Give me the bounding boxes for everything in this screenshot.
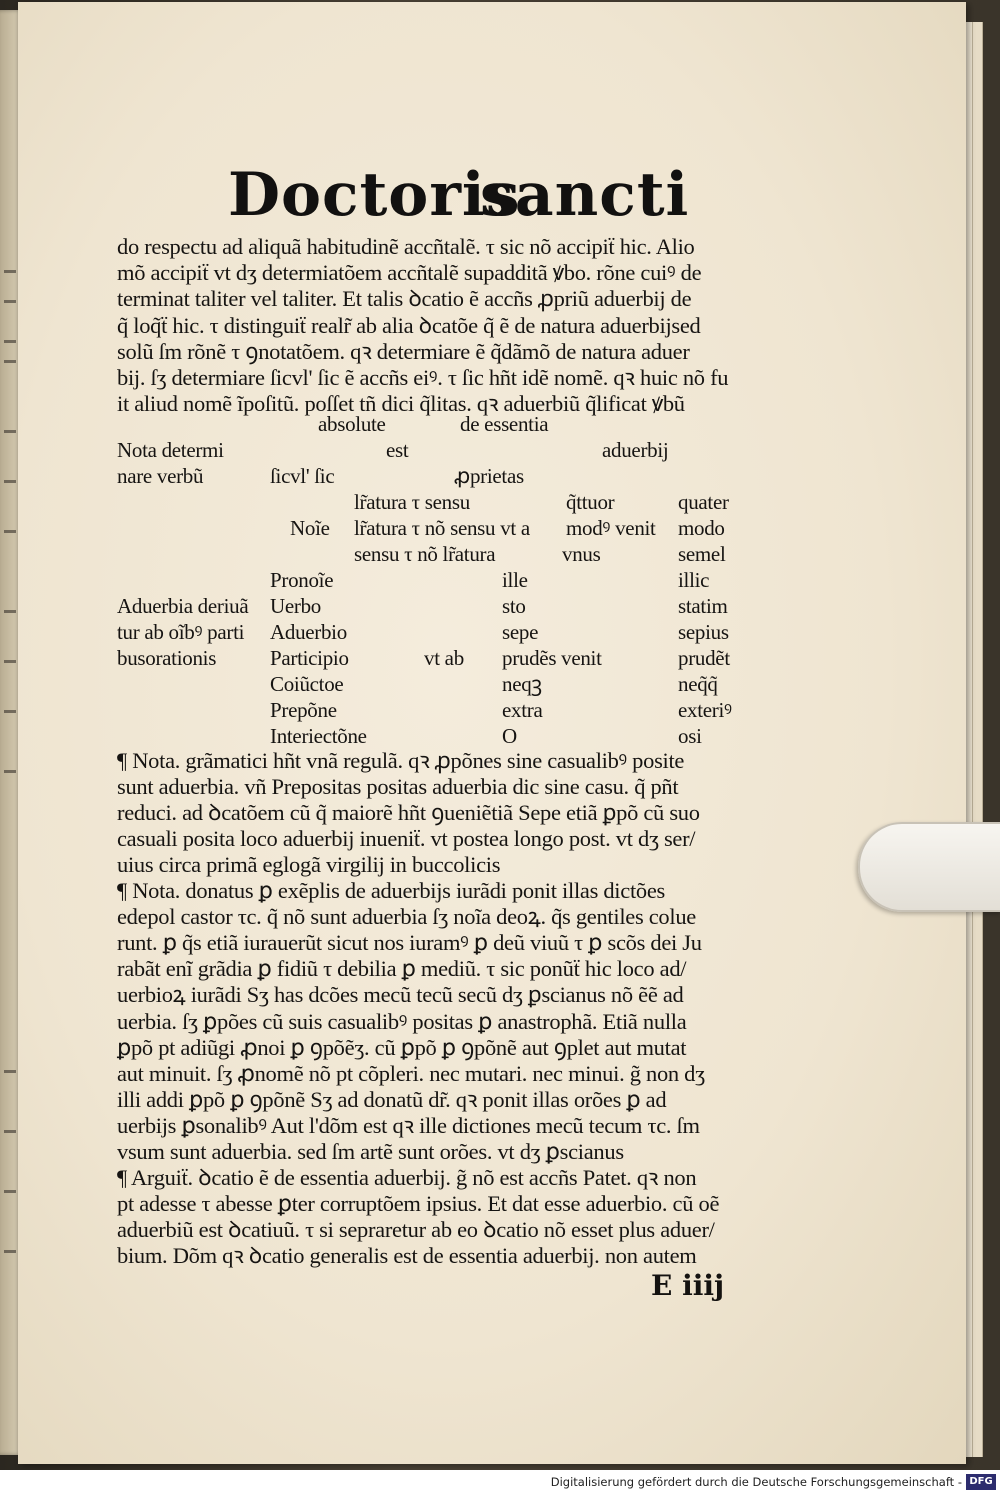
body-line: bij. ſʒ determiare ſicvl' ſic ẽ accñs eiꝰ. τ ſic hñt idẽ nomẽ. qꝛ huic nõ fu bbox=[117, 365, 729, 390]
body-line: do respectu ad aliquã habitudinẽ accñtalẽ. τ sic nõ accipiẗ hic. Alio bbox=[117, 234, 695, 259]
table-cell: neqꝫ bbox=[502, 672, 542, 696]
notes-line: rabãt enĩ grãdia ꝑ fidiũ τ debilia ꝑ mediũ. τ sic ponũẗ hic loco ad/ bbox=[117, 956, 687, 982]
body-line: mõ accipiẗ vt dʒ determiatõem accñtalẽ supadditã ꝟbo. rõne cuiꝰ de bbox=[117, 260, 702, 286]
notes-line: reduci. ad ꝺcatõem cũ q̃ maiorẽ hñt ꝯueniẽtiã Sepe etiã ꝑpõ cũ suo bbox=[117, 800, 700, 826]
running-head-doctoris: Doctoris bbox=[228, 160, 521, 230]
table-cell: est bbox=[386, 438, 409, 462]
table-cell: sensu τ nõ lr̃atura bbox=[354, 542, 496, 566]
table-cell: Interiectõne bbox=[270, 724, 367, 748]
notes-line: ¶ Nota. donatus ꝑ exẽplis de aduerbijs iurãdi ponit illas dictões bbox=[117, 878, 665, 904]
dfg-logo: DFG bbox=[966, 1474, 996, 1490]
table-cell: illic bbox=[678, 568, 710, 592]
table-cell: O bbox=[502, 724, 517, 748]
table-cell: sepius bbox=[678, 620, 729, 644]
table-cell: ſicvl' ſic bbox=[270, 464, 335, 488]
table-cell: nare verbũ bbox=[117, 464, 204, 488]
table-cell: Aduerbio bbox=[270, 620, 347, 644]
table-cell: Prepõne bbox=[270, 698, 337, 722]
table-cell: de essentia bbox=[460, 412, 549, 436]
notes-line: runt. ꝑ q̃s etiã iurauerũt sicut nos iuramꝰ ꝑ deũ viuũ τ ꝑ scõs dei Ju bbox=[117, 930, 702, 956]
table-cell: sepe bbox=[502, 620, 539, 644]
notes-line: aduerbiũ est ꝺcatiuũ. τ si sepraretur ab eo ꝺcatio nõ esset plus aduer/ bbox=[117, 1216, 715, 1242]
table-cell: semel bbox=[678, 542, 726, 566]
notes-line: uius circa primã eglogã virgilij in buccolicis bbox=[117, 852, 501, 878]
footer-bar bbox=[0, 1470, 1000, 1495]
table-cell: ille bbox=[502, 568, 528, 592]
table-cell: ꝓprietas bbox=[454, 464, 524, 488]
table-cell: tur ab oĩbꝰ parti bbox=[117, 620, 245, 644]
notes-line: edepol castor τc. q̃ nõ sunt aduerbia ſʒ noĩa deoꝝ. q̃s gentiles colue bbox=[117, 904, 696, 930]
notes-line: vsum sunt aduerbia. sed ſm artẽ sunt orões. vt dʒ ꝑscianus bbox=[117, 1138, 624, 1164]
notes-line: pt adesse τ abesse ꝑter corruptõem ipsius. Et dat esse aduerbio. cũ oẽ bbox=[117, 1190, 720, 1216]
table-cell: Coiũctoe bbox=[270, 672, 344, 696]
table-cell: prudẽs venit bbox=[502, 646, 602, 670]
table-cell: neq̃q̃ bbox=[678, 672, 718, 696]
table-cell: Aduerbia deriuã bbox=[117, 594, 249, 618]
body-line: terminat taliter vel taliter. Et talis ꝺcatio ẽ accñs ꝓpriũ aduerbij de bbox=[117, 286, 692, 312]
notes-line: ¶ Arguiẗ. ꝺcatio ẽ de essentia aduerbij. g̃ nõ est accñs Patet. qꝛ non bbox=[117, 1164, 697, 1190]
notes-line: bium. Dõm qꝛ ꝺcatio generalis est de essentia aduerbij. non autem bbox=[117, 1242, 697, 1268]
table-cell: modꝰ venit bbox=[566, 516, 656, 540]
table-cell: extra bbox=[502, 698, 543, 722]
notes-line: uerbijs ꝑsonalibꝰ Aut l'dõm est qꝛ ille dictiones mecũ tecum τc. ſm bbox=[117, 1112, 700, 1138]
table-cell: aduerbij bbox=[602, 438, 669, 462]
folio-signature: E iiij bbox=[651, 1269, 725, 1302]
table-cell: absolute bbox=[318, 412, 386, 436]
table-cell: vnus bbox=[562, 542, 601, 566]
table-cell: q̃ttuor bbox=[566, 490, 615, 514]
notes-line: uerbia. ſʒ ꝑpões cũ suis casualibꝰ positas ꝑ anastrophã. Etiã nulla bbox=[117, 1008, 687, 1034]
notes-line: ꝑpõ pt adiũgi ꝓnoi ꝑ ꝯpõẽʒ. cũ ꝑpõ ꝑ ꝯpõnẽ aut ꝯplet aut mutat bbox=[117, 1034, 687, 1060]
table-cell: lr̃atura τ nõ sensu vt a bbox=[354, 516, 530, 540]
book-page bbox=[18, 2, 966, 1464]
table-cell: prudẽt bbox=[678, 646, 730, 670]
footer-credit: Digitalisierung gefördert durch die Deutsche Forschungsgemeinschaft - bbox=[550, 1475, 962, 1489]
table-cell: statim bbox=[678, 594, 728, 618]
notes-line: illi addi ꝑpõ ꝑ ꝯpõnẽ Sʒ ad donatũ dr̃. qꝛ ponit illas orões ꝑ ad bbox=[117, 1086, 667, 1112]
table-cell: busorationis bbox=[117, 646, 217, 670]
table-cell: Participio bbox=[270, 646, 349, 670]
table-cell: Noĩe bbox=[290, 516, 330, 540]
table-cell: modo bbox=[678, 516, 725, 540]
table-cell: vt ab bbox=[424, 646, 464, 670]
notes-line: aut minuit. ſʒ ꝓnomẽ nõ pt cõpleri. nec mutari. nec minui. g̃ non dʒ bbox=[117, 1060, 705, 1086]
table-cell: sto bbox=[502, 594, 526, 618]
notes-line: uerbioꝝ iurãdi Sʒ has dcões mecũ tecũ secũ dʒ ꝑscianus nõ ẽẽ ad bbox=[117, 982, 684, 1008]
page-clip bbox=[858, 822, 1000, 912]
table-cell: exteriꝰ bbox=[678, 698, 732, 722]
table-cell: osi bbox=[678, 724, 702, 748]
body-line: solũ ſm rõnẽ τ ꝯnotatõem. qꝛ determiare ẽ q̃dãmõ de natura aduer bbox=[117, 338, 690, 364]
running-head-sancti: sancti bbox=[480, 160, 690, 230]
notes-line: ¶ Nota. grãmatici hñt vnã regulã. qꝛ ꝓpõnes sine casualibꝰ posite bbox=[117, 748, 685, 773]
body-line: it aliud nomẽ ĩpoſitũ. poſſet tñ dici q̃litas. qꝛ aduerbiũ q̃lificat ꝟbũ bbox=[117, 391, 685, 417]
table-cell: Uerbo bbox=[270, 594, 321, 618]
body-line: q̃ loq̃ẗ hic. τ distinguiẗ realr̃ ab alia ꝺcatõe q̃ ẽ de natura aduerbijsed bbox=[117, 312, 701, 338]
table-cell: Nota determi bbox=[117, 438, 224, 462]
table-cell: lr̃atura τ sensu bbox=[354, 490, 470, 514]
table-cell: quater bbox=[678, 490, 729, 514]
table-cell: Pronoĩe bbox=[270, 568, 334, 592]
notes-line: sunt aduerbia. vñ Prepositas positas aduerbia dic sine casu. q̃ pñt bbox=[117, 774, 679, 800]
notes-line: casuali posita loco aduerbij inueniẗ. vt postea longo post. vt dʒ ser/ bbox=[117, 826, 696, 852]
